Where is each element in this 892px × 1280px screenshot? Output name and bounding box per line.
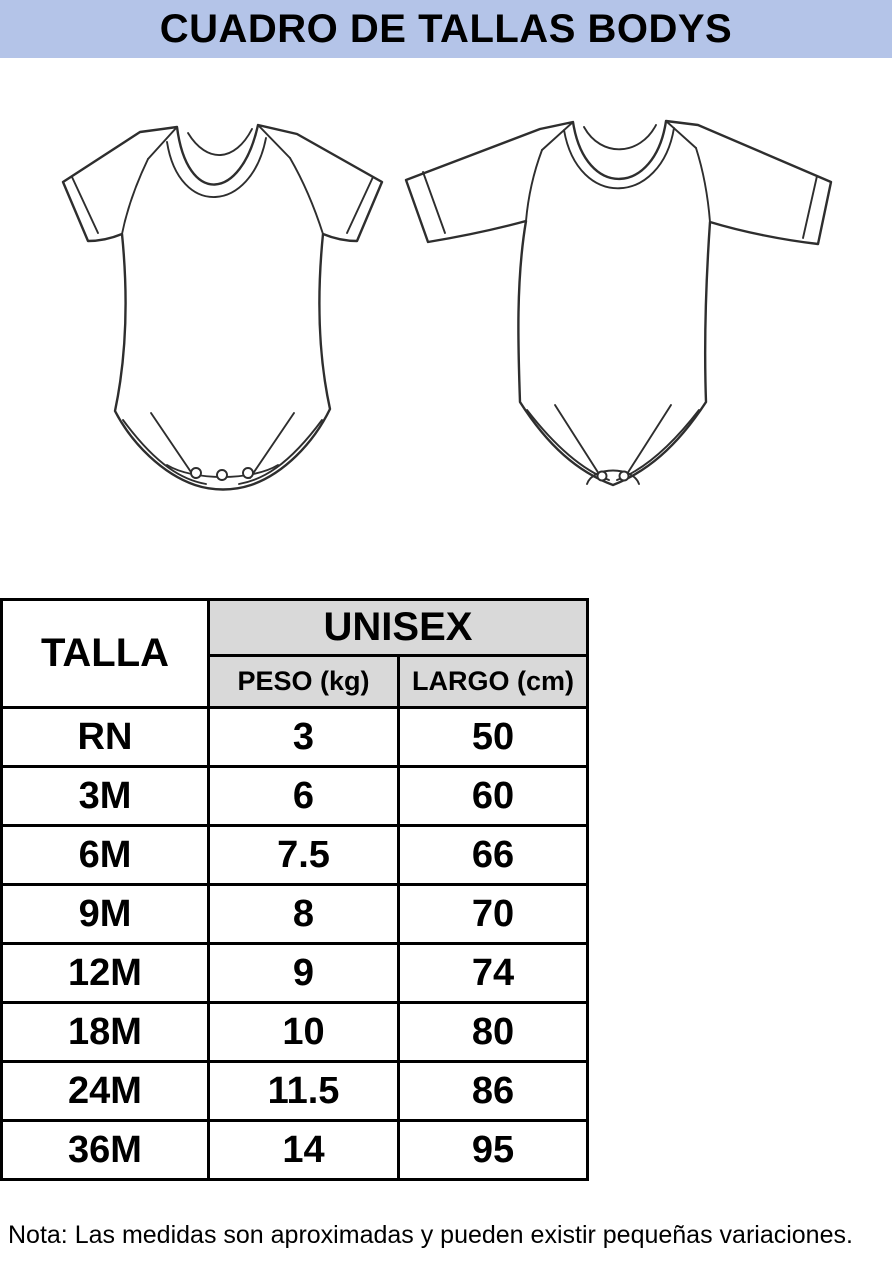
cell-talla: 9M [2,885,209,944]
cell-largo: 66 [399,826,588,885]
table-row [2,1121,588,1180]
cell-largo: 50 [399,708,588,767]
page-title: CUADRO DE TALLAS BODYS [159,6,733,51]
column-header-largo: LARGO (cm) [399,656,588,708]
cell-talla: 36M [2,1121,209,1180]
cell-largo: 70 [399,885,588,944]
note-text: Nota: Las medidas son aproximadas y pueden existir pequeñas variaciones. [8,1221,853,1249]
cell-largo: 60 [399,767,588,826]
header-band [0,0,892,58]
column-header-talla: TALLA [2,600,209,708]
snap-button [598,472,607,481]
cell-largo: 86 [399,1062,588,1121]
size-table [0,598,589,1181]
cell-talla: 18M [2,1003,209,1062]
cell-peso: 3 [209,708,399,767]
cell-talla: RN [2,708,209,767]
cell-peso: 6 [209,767,399,826]
column-header-peso: PESO (kg) [209,656,399,708]
table-row [2,708,588,767]
table-row [2,1003,588,1062]
cell-peso: 7.5 [209,826,399,885]
cell-largo: 95 [399,1121,588,1180]
short-sleeve-bodysuit-illustration [55,114,390,504]
snap-button [243,468,253,478]
snap-button [217,470,227,480]
long-sleeve-bodysuit-illustration [393,100,853,530]
cell-largo: 80 [399,1003,588,1062]
column-group-header-unisex: UNISEX [209,600,588,656]
cell-peso: 14 [209,1121,399,1180]
bodysuit-illustrations [0,100,892,552]
cell-peso: 11.5 [209,1062,399,1121]
cell-talla: 12M [2,944,209,1003]
table-row [2,826,588,885]
cell-largo: 74 [399,944,588,1003]
cell-talla: 24M [2,1062,209,1121]
cell-peso: 10 [209,1003,399,1062]
snap-button [620,472,629,481]
table-row [2,944,588,1003]
cell-peso: 8 [209,885,399,944]
snap-button [191,468,201,478]
table-row [2,1062,588,1121]
table-row [2,767,588,826]
table-row [2,885,588,944]
cell-peso: 9 [209,944,399,1003]
cell-talla: 6M [2,826,209,885]
cell-talla: 3M [2,767,209,826]
size-table-body [2,708,588,1180]
